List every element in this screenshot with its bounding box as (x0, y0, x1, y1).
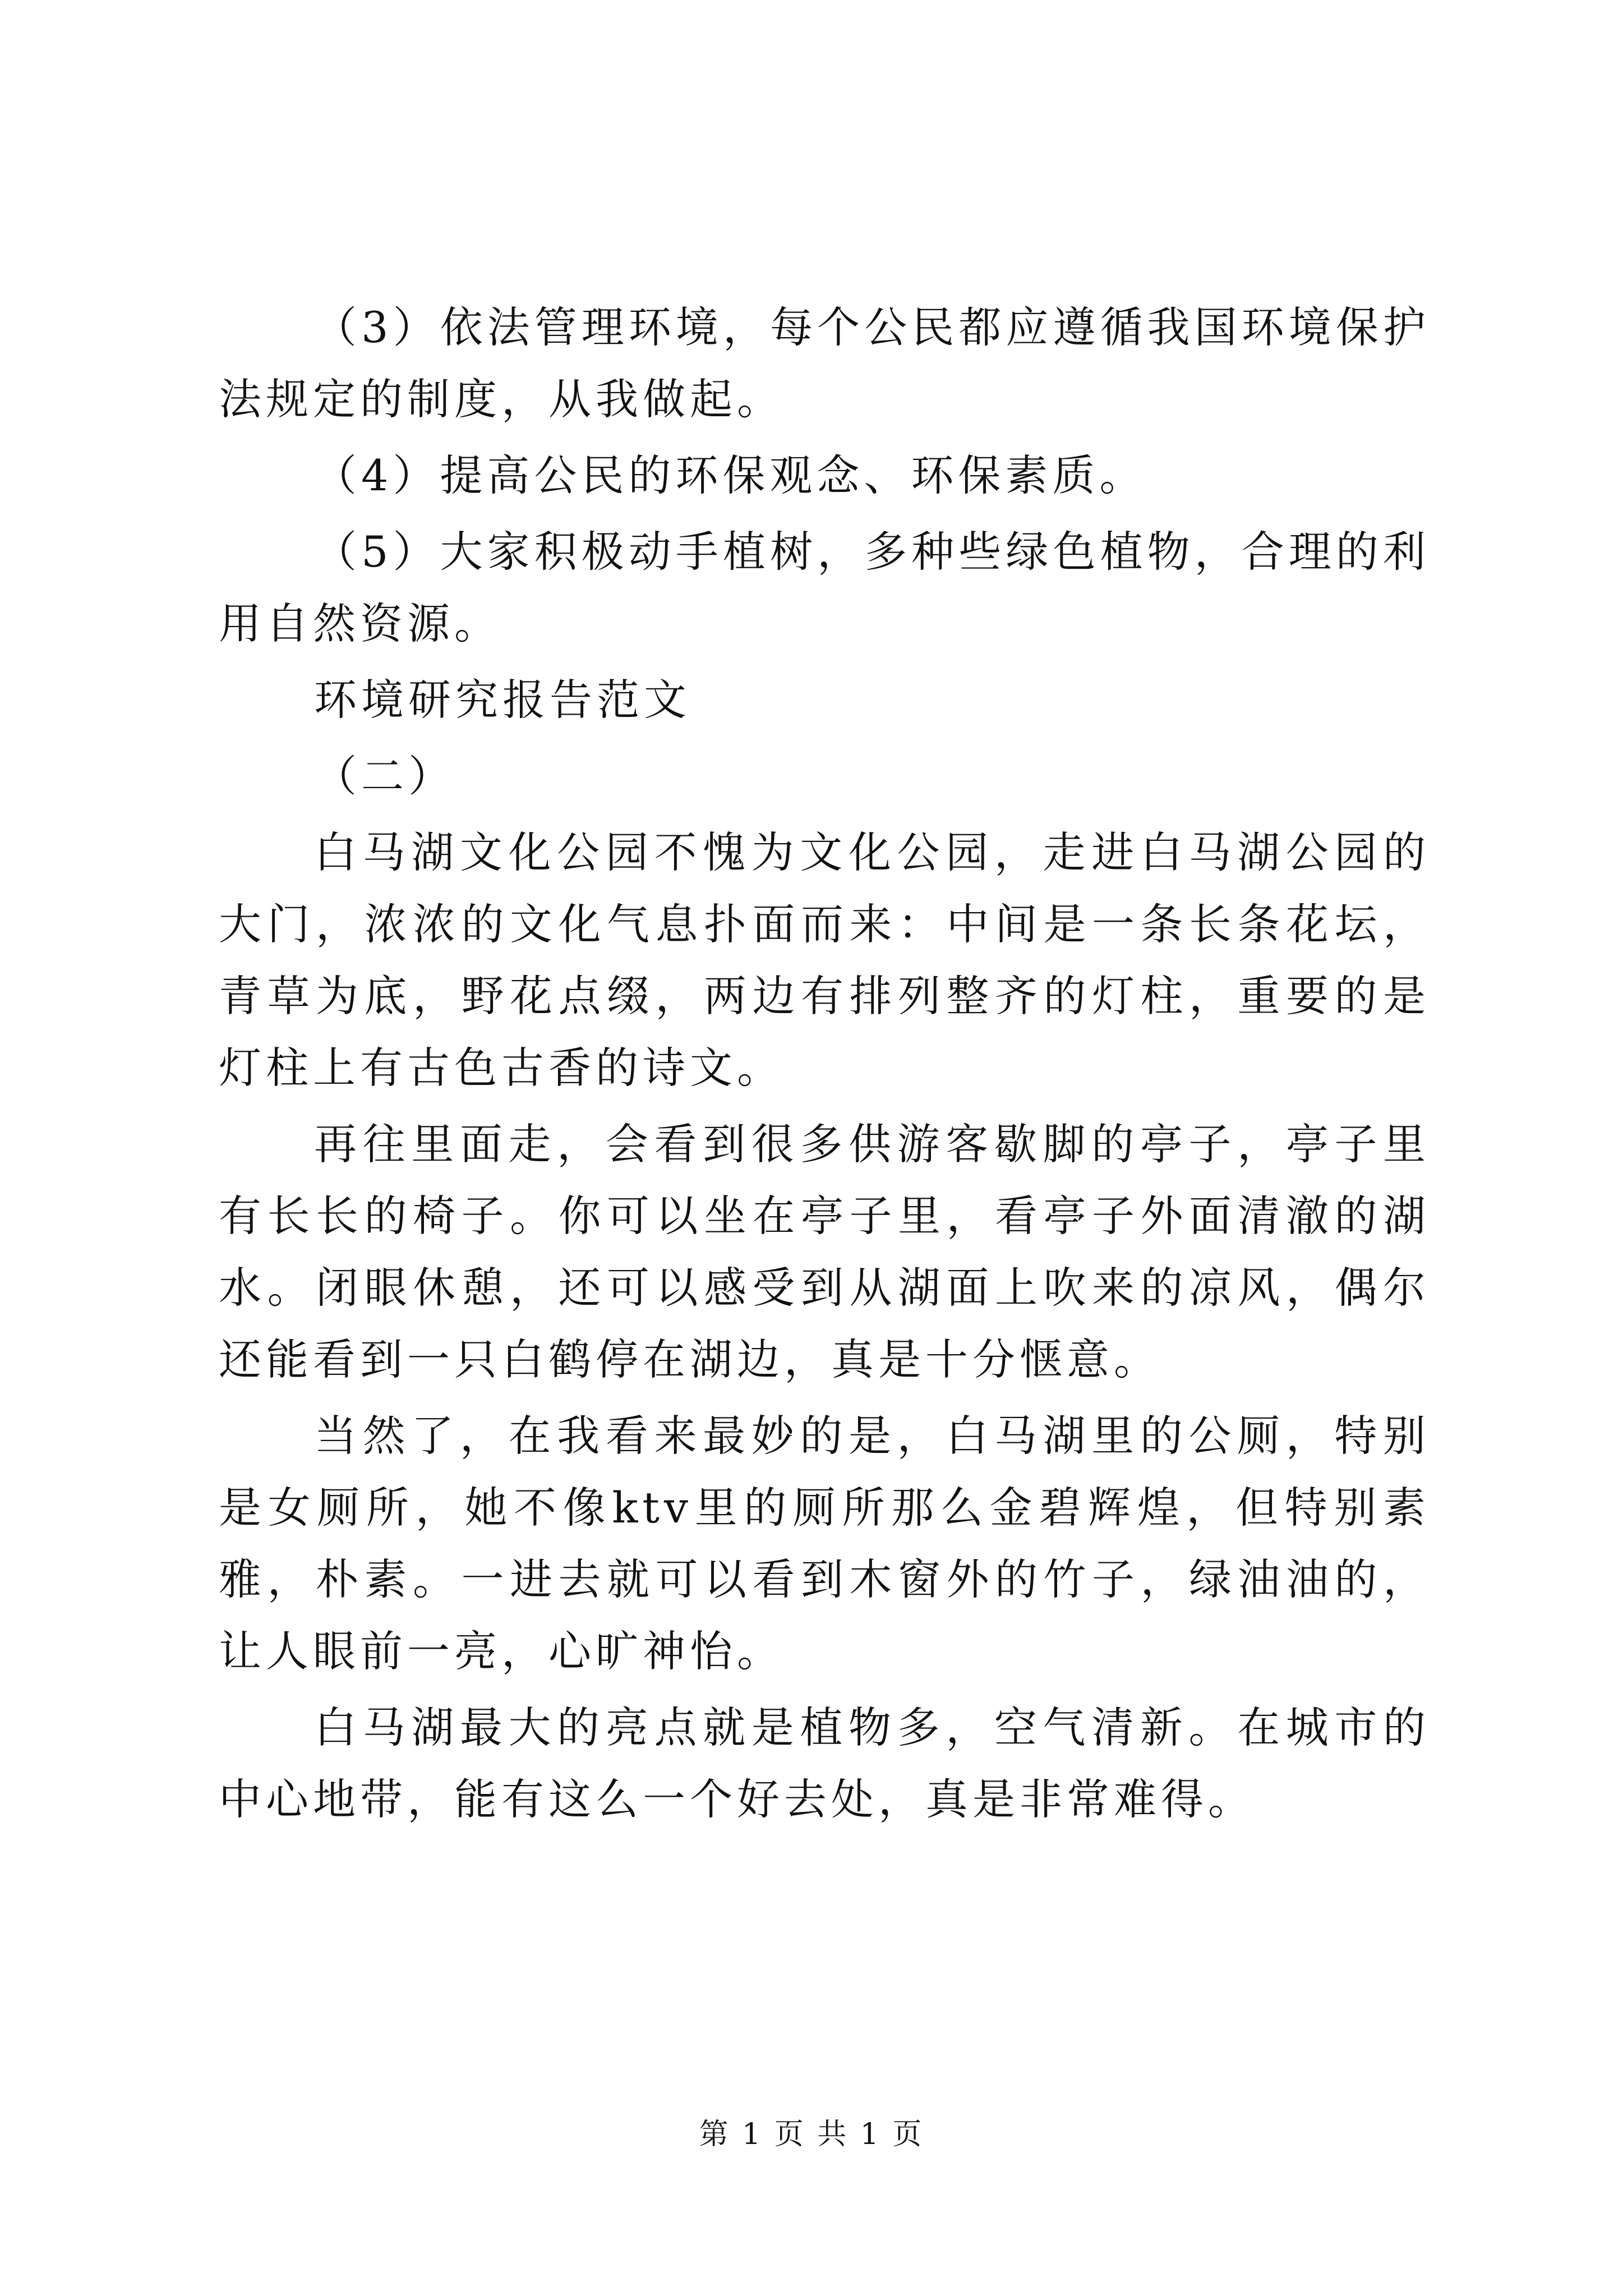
paragraph-item-5: （5）大家积极动手植树，多种些绿色植物，合理的利用自然资源。 (219, 527, 1430, 648)
document-title: 环境研究报告范文 (314, 675, 691, 725)
body-paragraph-1: 白马湖文化公园不愧为文化公园，走进白马湖公园的大门，浓浓的文化气息扑面而来：中间是一条长条花坛，青草为底，野花点缀，两边有排列整齐的灯柱，重要的是灯柱上有古色古香的诗文。 (219, 827, 1430, 1093)
document-body (219, 292, 1430, 1840)
section-label: （二） (314, 751, 455, 801)
body-paragraph-2: 再往里面走，会看到很多供游客歇脚的亭子，亭子里有长长的椅子。你可以坐在亭子里，看亭子外面清澈的湖水。闭眼休憩，还可以感受到从湖面上吹来的凉风，偶尔还能看到一只白鹤停在湖边，真是十分惬意。 (219, 1119, 1430, 1384)
body-paragraph-3: 当然了，在我看来最妙的是，白马湖里的公厕，特别是女厕所，她不像ktv里的厕所那么金碧辉煌，但特别素雅，朴素。一进去就可以看到木窗外的竹子，绿油油的，让人眼前一亮，心旷神怡。 (219, 1411, 1430, 1676)
body-paragraph-4: 白马湖最大的亮点就是植物多，空气清新。在城市的中心地带，能有这么一个好去处，真是非常难得。 (219, 1703, 1430, 1824)
paragraph-item-4: （4）提高公民的环保观念、环保素质。 (314, 450, 1147, 500)
page-number-footer: 第 1 页 共 1 页 (699, 2118, 924, 2151)
paragraph-item-3: （3）依法管理环境，每个公民都应遵循我国环境保护法规定的制度，从我做起。 (219, 302, 1430, 424)
